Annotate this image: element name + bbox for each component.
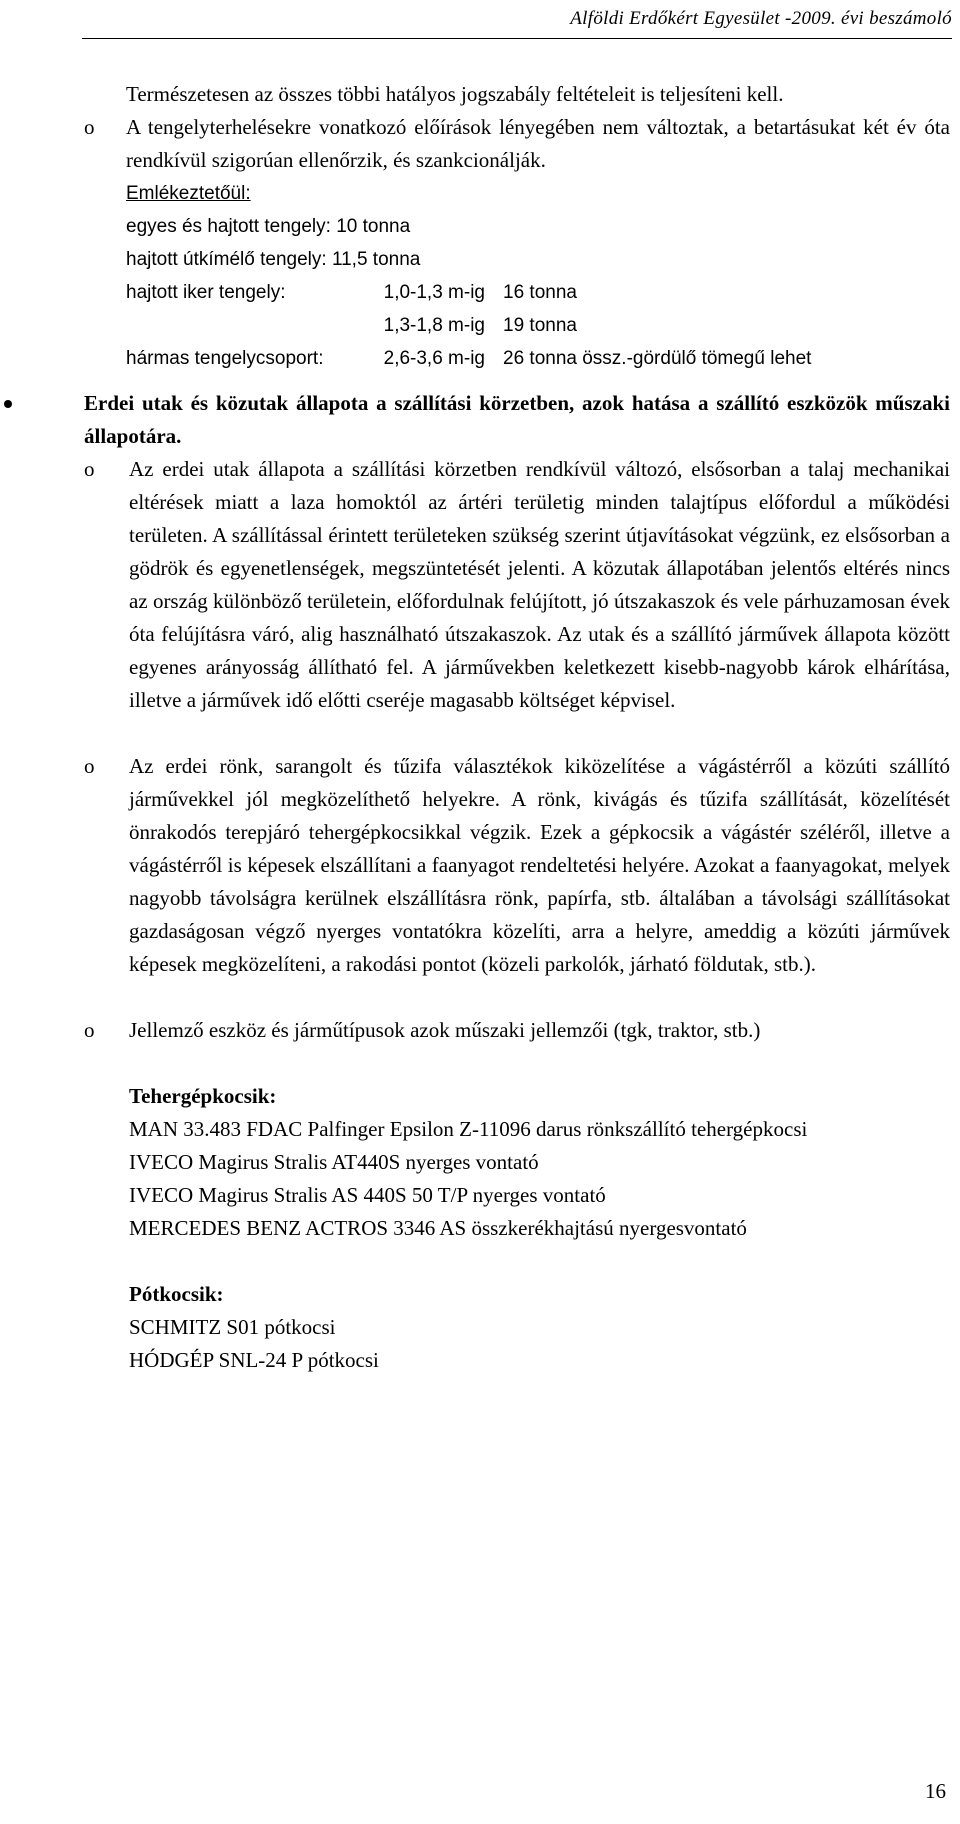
axle-row xyxy=(126,342,950,375)
trailers-block xyxy=(84,1278,950,1377)
axle-row-range: 2,6-3,6 m-ig xyxy=(383,348,485,369)
running-header: Alföldi Erdőkért Egyesület -2009. évi beszámoló xyxy=(570,8,952,29)
list-marker: o xyxy=(84,754,95,778)
trailers-heading: Pótkocsik: xyxy=(129,1282,224,1306)
axle-row-label: hármas tengelycsoport: xyxy=(126,348,324,369)
list-item: IVECO Magirus Stralis AT440S nyerges vontató xyxy=(129,1150,539,1174)
list-item: SCHMITZ S01 pótkocsi xyxy=(129,1315,336,1339)
list-item: MERCEDES BENZ ACTROS 3346 AS összkerékhajtású nyergesvontató xyxy=(129,1216,747,1240)
axle-row-value: 16 tonna xyxy=(503,282,577,303)
reminder-heading: Emlékeztetőül: xyxy=(126,183,251,204)
axle-row-label: hajtott iker tengely: xyxy=(126,282,286,303)
bullet-icon xyxy=(4,400,12,408)
list-marker: o xyxy=(84,1018,95,1042)
list-item: MAN 33.483 FDAC Palfinger Epsilon Z-11096 darus rönkszállító tehergépkocsi xyxy=(129,1117,808,1141)
page-body xyxy=(84,78,950,1377)
trucks-heading: Tehergépkocsik: xyxy=(129,1084,277,1108)
axle-item xyxy=(84,111,950,177)
trucks-block xyxy=(84,1080,950,1245)
section-item xyxy=(84,453,950,717)
page-number: 16 xyxy=(925,1779,946,1803)
section-item-text: Az erdei utak állapota a szállítási körzetben rendkívül változó, elsősorban a talaj mechanikai eltérések miatt a laza homoktól az ártéri területig minden talajtípus előfordul a működési területen. A szállítással érintett területeken szükség szerint útjavításokat végzünk, ez elsősorban a gödrök és egyenetlenségek, megszüntetését jelenti. A közutak állapotában jelentős eltérés nincs az ország különböző területein, előfordulnak felújított, jó útszakaszok és vele párhuzamosan évek óta felújításra váró, alig használható útszakaszok. Az utak és a szállító járművek állapota között egyenes arányosság állítható fel. A járművekben keletkezett kisebb-nagyobb károk elhárítása, illetve a járművek idő előtti cseréje magasabb költséget képvisel. xyxy=(129,457,950,712)
intro-paragraph: Természetesen az összes többi hatályos jogszabály feltételeit is teljesíteni kell. xyxy=(126,82,784,106)
section-item xyxy=(84,750,950,981)
reminder-line: egyes és hajtott tengely: 10 tonna xyxy=(126,216,411,237)
section-heading xyxy=(84,387,950,453)
header-rule xyxy=(82,38,952,39)
axle-row-range: 1,3-1,8 m-ig xyxy=(383,315,485,336)
axle-row-value: 19 tonna xyxy=(503,315,577,336)
list-item: HÓDGÉP SNL-24 P pótkocsi xyxy=(129,1348,379,1372)
section-heading-text: Erdei utak és közutak állapota a szállítási körzetben, azok hatása a szállító eszközök műszaki állapotára. xyxy=(84,391,950,448)
axle-row-label xyxy=(126,309,348,342)
reminder-line: hajtott útkímélő tengely: 11,5 tonna xyxy=(126,249,421,270)
list-marker: o xyxy=(84,115,95,139)
axle-row-range: 1,0-1,3 m-ig xyxy=(383,282,485,303)
axle-row-value: 26 tonna össz.-gördülő tömegű lehet xyxy=(503,348,812,369)
section-item-text: Az erdei rönk, sarangolt és tűzifa választékok kiközelítése a vágástérről a közúti szállító járművekkel jól megközelíthető helyekre. A rönk, kivágás és tűzifa szállítását, közelítését önrakodós terepjáró tehergépkocsikkal végzik. Ezek a gépkocsik a vágástér széléről, illetve a vágástérről is képesek elszállítani a faanyagot rendeltetési helyére. Azokat a faanyagokat, melyek nagyobb távolságra kerülnek elszállításra rönk, papírfa, stb. általában a távolsági szállításokat gazdaságosan végző nyerges vontatókra közelíti, arra a helyre, ameddig a közúti járművek képesek megközelíteni, a rakodási pontot (közeli parkolók, járható földutak, stb.). xyxy=(129,754,950,976)
list-marker: o xyxy=(84,457,95,481)
reminder-block xyxy=(84,177,950,375)
axle-row xyxy=(126,276,950,309)
section-item xyxy=(84,1014,950,1047)
axle-row xyxy=(126,309,950,342)
list-item: IVECO Magirus Stralis AS 440S 50 T/P nyerges vontató xyxy=(129,1183,606,1207)
axle-item-text: A tengelyterhelésekre vonatkozó előírások lényegében nem változtak, a betartásukat két év óta rendkívül szigorúan ellenőrzik, és szankcionálják. xyxy=(126,115,950,172)
section-item-text: Jellemző eszköz és járműtípusok azok műszaki jellemzői (tgk, traktor, stb.) xyxy=(129,1018,761,1042)
